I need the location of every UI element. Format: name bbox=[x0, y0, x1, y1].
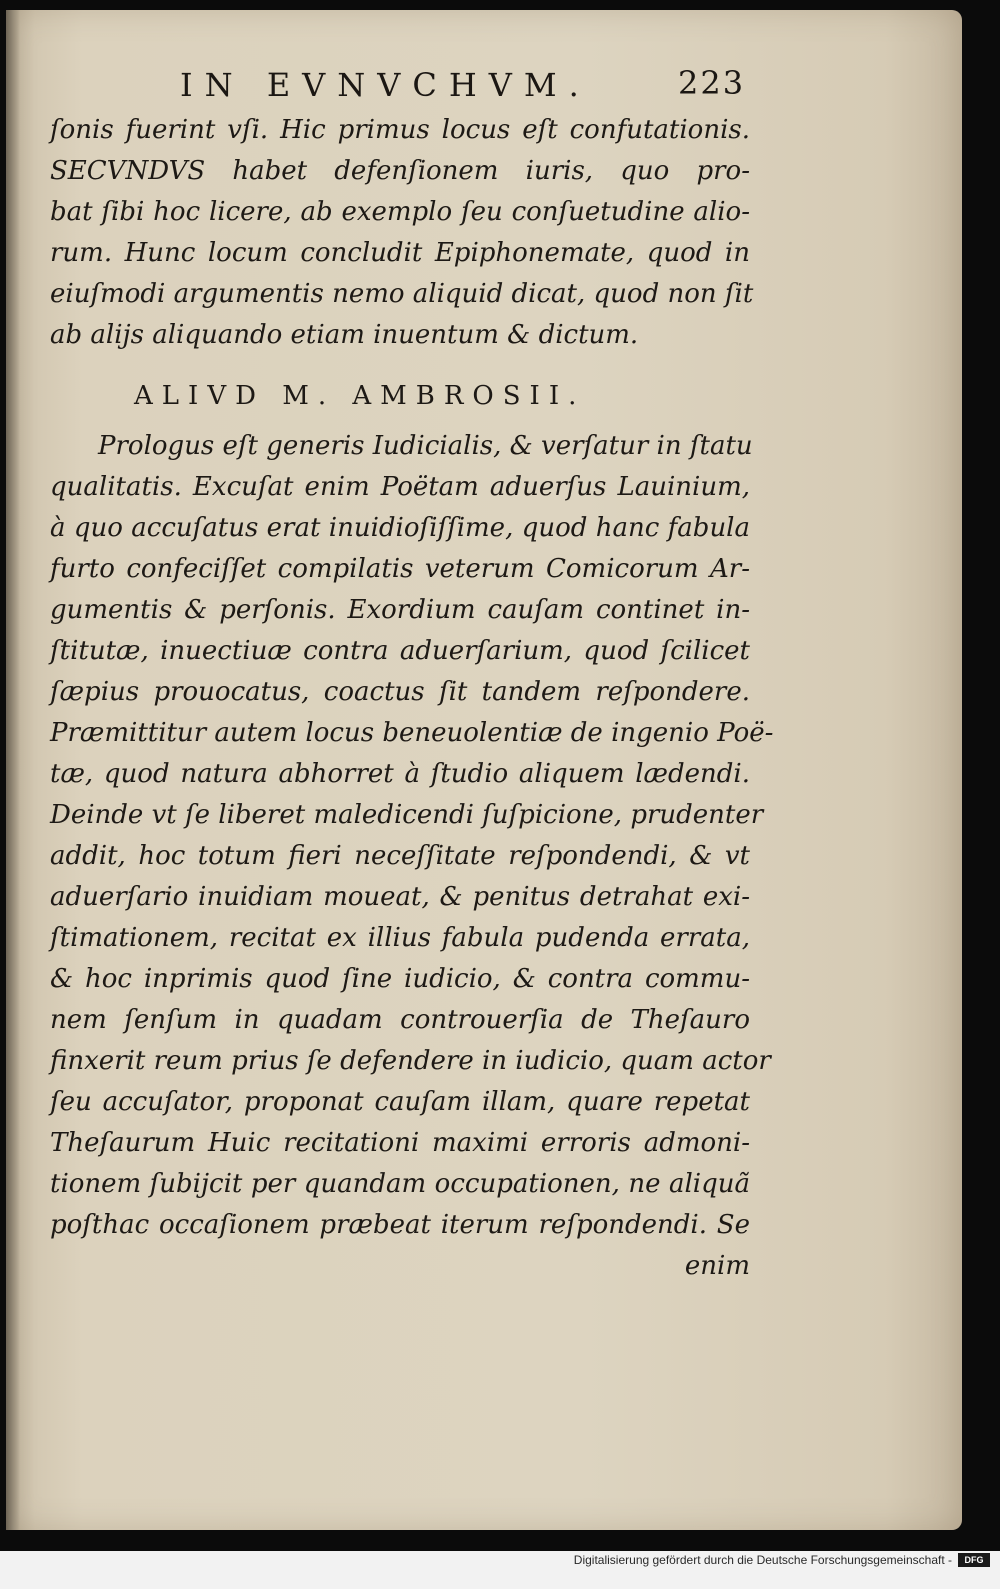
text-line: ſtimationem, recitat ex illius fabula pudenda errata, bbox=[50, 923, 750, 953]
text-line: Præmittitur autem locus beneuolentiæ de ingenio Poë- bbox=[50, 718, 774, 748]
dfg-logo-icon: DFG bbox=[958, 1553, 990, 1567]
text-line: gumentis & perſonis. Exordium cauſam continet in- bbox=[50, 595, 750, 625]
text-line: Theſaurum Huic recitationi maximi erroris admoni- bbox=[50, 1128, 750, 1158]
text-line: ſtitutæ, inuectiuæ contra aduerſarium, quod ſcilicet bbox=[50, 636, 750, 666]
text-line: ſæpius prouocatus, coactus ſit tandem reſpondere. bbox=[50, 677, 750, 707]
text-line: & hoc inprimis quod ſine iudicio, & contra commu- bbox=[50, 964, 750, 994]
text-line: Prologus eſt generis Iudicialis, & verſatur in ſtatu bbox=[98, 431, 753, 461]
book-spine-shadow bbox=[6, 10, 20, 1530]
text-line: furto confeciſſet compilatis veterum Comicorum Ar- bbox=[50, 554, 750, 584]
text-line: nem ſenſum in quadam controuerſia de Theſauro bbox=[50, 1005, 750, 1035]
text-line: poſthac occaſionem præbeat iterum reſpondendi. Se bbox=[50, 1210, 750, 1240]
page-number: 223 bbox=[678, 64, 746, 102]
footer-credit: Digitalisierung gefördert durch die Deutsche Forschungsgemeinschaft - bbox=[573, 1553, 952, 1567]
text-line: finxerit reum prius ſe defendere in iudicio, quam actor bbox=[50, 1046, 771, 1076]
text-line: SECVNDVS habet defenſionem iuris, quo pro- bbox=[50, 156, 750, 186]
text-line: rum. Hunc locum concludit Epiphonemate, quod in bbox=[50, 238, 750, 268]
text-line: ab alijs aliquando etiam inuentum & dictum. bbox=[50, 320, 639, 350]
text-line: Deinde vt ſe liberet maledicendi ſuſpicione, prudenter bbox=[50, 800, 764, 830]
text-line: eiuſmodi argumentis nemo aliquid dicat, quod non ſit bbox=[50, 279, 754, 309]
text-line: aduerſario inuidiam moueat, & penitus detrahat exi- bbox=[50, 882, 750, 912]
text-line: tæ, quod natura abhorret à ſtudio aliquem lædendi. bbox=[50, 759, 750, 789]
body-text bbox=[50, 110, 774, 1287]
text-line: addit, hoc totum fieri neceſſitate reſpondendi, & vt bbox=[50, 841, 750, 871]
text-line: ſonis fuerint vſi. Hic primus locus eſt confutationis. bbox=[50, 115, 750, 145]
text-line: bat ſibi hoc licere, ab exemplo ſeu conſuetudine alio- bbox=[50, 197, 750, 227]
text-line: tionem ſubijcit per quandam occupationen, ne aliquã bbox=[50, 1169, 750, 1199]
section-heading: ALIVD M. AMBROSII. bbox=[134, 381, 586, 411]
running-head-title: IN EVNVCHVM. bbox=[180, 66, 591, 104]
text-line: à quo accuſatus erat inuidioſiſſime, quod hanc fabula bbox=[50, 513, 750, 543]
text-line: ſeu accuſator, proponat cauſam illam, quare repetat bbox=[50, 1087, 750, 1117]
catchword: enim bbox=[684, 1251, 750, 1281]
text-line: qualitatis. Excuſat enim Poëtam aduerſus Lauinium, bbox=[50, 472, 750, 502]
